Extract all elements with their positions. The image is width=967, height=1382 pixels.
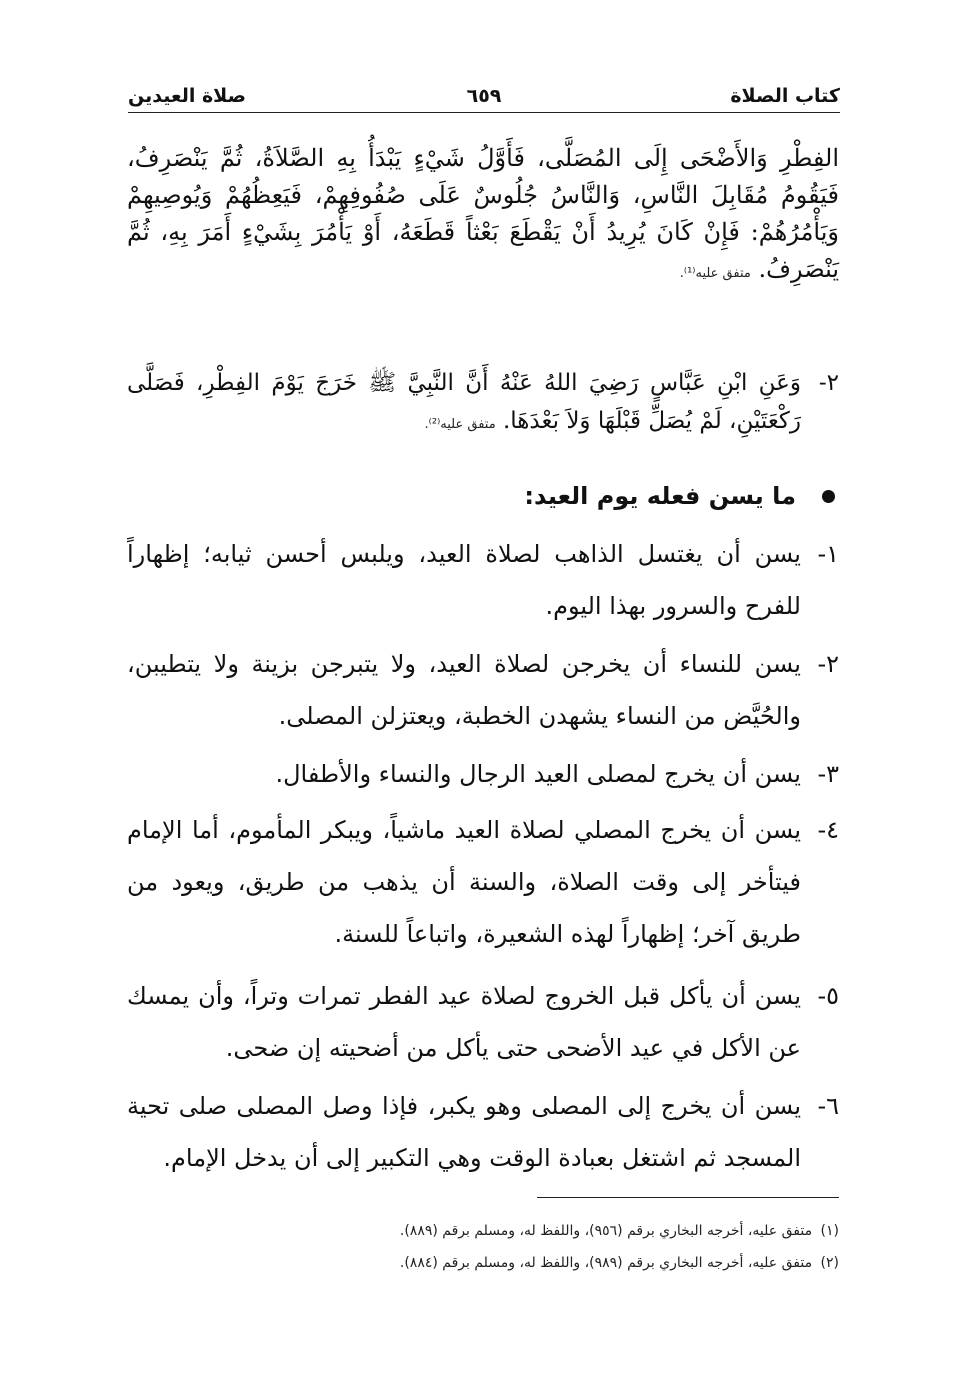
footnote-number: (١) <box>820 1223 839 1239</box>
page-number: ٦٥٩ <box>466 85 502 107</box>
footnote-2 <box>127 1252 839 1274</box>
hadith-2-number: ٢- <box>818 370 839 396</box>
list-item-text: يسن أن يخرج إلى المصلى وهو يكبر، فإذا وصل المصلى صلى تحية المسجد ثم اشتغل بعبادة الوقت وهي التكبير إلى أن يدخل الإمام. <box>127 1092 801 1172</box>
footnote-text: متفق عليه، أخرجه البخاري برقم (٩٥٦)، واللفظ له، ومسلم برقم (٨٨٩). <box>399 1223 813 1239</box>
list-item-number: ١- <box>817 540 839 568</box>
list-item <box>127 528 839 632</box>
header-book-title: كتاب الصلاة <box>730 85 840 107</box>
footnote-divider <box>537 1197 839 1198</box>
intro-hadith-paragraph <box>127 140 839 292</box>
hadith-2-reference: متفق عليه⁽²⁾. <box>424 417 496 432</box>
list-item-number: ٤- <box>817 816 839 844</box>
hadith-2-paragraph <box>127 364 801 444</box>
list-item-text: يسن أن يغتسل الذاهب لصلاة العيد، ويلبس أحسن ثيابه؛ إظهاراً للفرح والسرور بهذا اليوم. <box>127 540 801 620</box>
section-heading <box>127 476 839 516</box>
list-item-text: يسن للنساء أن يخرجن لصلاة العيد، ولا يتبرجن بزينة ولا يتطيبن، والحُيَّض من النساء يشهدن الخطبة، ويعتزلن المصلى. <box>127 650 801 730</box>
list-item-text: يسن أن يخرج لمصلى العيد الرجال والنساء والأطفال. <box>275 760 801 788</box>
list-item <box>127 804 839 960</box>
list-item-number: ٣- <box>817 760 839 788</box>
list-item <box>127 970 839 1074</box>
list-item-text: يسن أن يأكل قبل الخروج لصلاة عيد الفطر تمرات وتراً، وأن يمسك عن الأكل في عيد الأضحى حتى يأكل من أضحيته إن ضحى. <box>127 982 801 1062</box>
list-item-number: ٥- <box>817 982 839 1010</box>
running-header <box>128 82 840 113</box>
bullet-icon <box>822 490 835 503</box>
footnote-number: (٢) <box>820 1255 839 1271</box>
list-item <box>127 638 839 742</box>
hadith-2-text: وَعَنِ ابْنِ عَبَّاسٍ رَضِيَ اللهُ عَنْهُ أَنَّ النَّبِيَّ ﷺ خَرَجَ يَوْمَ الفِطْرِ، فَصَلَّى رَكْعَتَيْنِ، لَمْ يُصَلِّ قَبْلَهَا وَلاَ بَعْدَهَا. <box>127 370 801 434</box>
section-heading-text: ما يسن فعله يوم العيد: <box>524 482 796 510</box>
header-chapter-title: صلاة العيدين <box>128 85 246 107</box>
intro-hadith-reference: متفق عليه⁽¹⁾. <box>679 266 751 281</box>
list-item-number: ٢- <box>817 650 839 678</box>
list-item-text: يسن أن يخرج المصلي لصلاة العيد ماشياً، ويبكر المأموم، أما الإمام فيتأخر إلى وقت الصلاة، والسنة أن يذهب من طريق، ويعود من طريق آخر؛ إظهاراً لهذه الشعيرة، واتباعاً للسنة. <box>127 816 801 948</box>
intro-hadith-text: الفِطْرِ وَالأَضْحَى إِلَى المُصَلَّى، فَأَوَّلُ شَيْءٍ يَبْدَأُ بِهِ الصَّلاَةُ، ثُمَّ يَنْصَرِفُ، فَيَقُومُ مُقَابِلَ النَّاسِ، وَالنَّاسُ جُلُوسٌ عَلَى صُفُوفِهِمْ، فَيَعِظُهُمْ وَيُوصِيهِمْ وَيَأْمُرُهُمْ: فَإِنْ كَانَ يُرِيدُ أَنْ يَقْطَعَ بَعْثاً قَطَعَهُ، أَوْ يَأْمُرَ بِشَيْءٍ أَمَرَ بِهِ، ثُمَّ يَنْصَرِفُ. <box>127 144 840 283</box>
list-item <box>127 748 839 800</box>
list-item-number: ٦- <box>817 1092 839 1120</box>
footnote-text: متفق عليه، أخرجه البخاري برقم (٩٨٩)، واللفظ له، ومسلم برقم (٨٨٤). <box>399 1255 813 1271</box>
footnote-1 <box>127 1220 839 1242</box>
list-item <box>127 1080 839 1184</box>
hadith-2 <box>127 364 839 444</box>
